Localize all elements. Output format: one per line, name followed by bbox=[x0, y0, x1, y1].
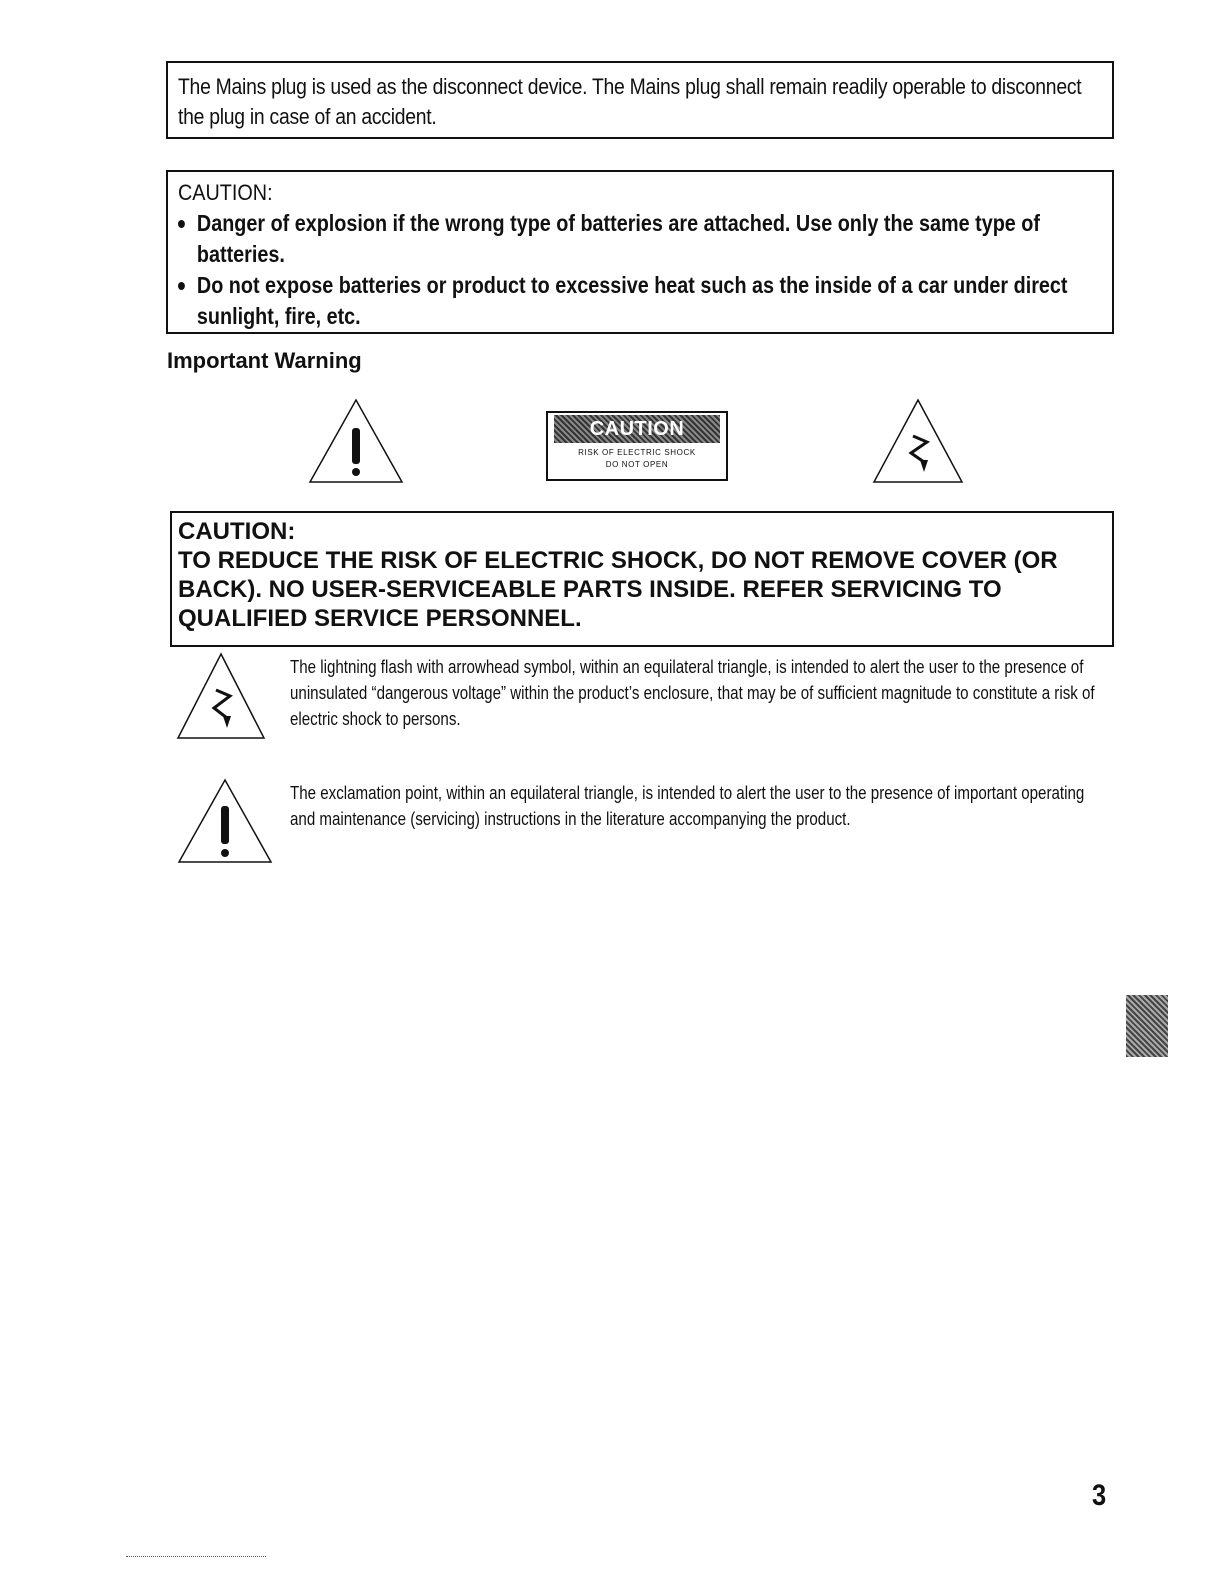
important-warning-heading: Important Warning bbox=[167, 348, 362, 373]
mains-notice-text: The Mains plug is used as the disconnect device. The Mains plug shall remain readily operable to disconnect the plug in case of an accident. bbox=[178, 74, 1082, 129]
lightning-triangle-icon bbox=[872, 398, 964, 484]
exclamation-symbol-note: The exclamation point, within an equilateral triangle, is intended to alert the user to the presence of important operating and maintenance (servicing) instructions in the literature accompanying the product. bbox=[290, 783, 1085, 829]
caution-label bbox=[546, 411, 728, 481]
section-tab-marker bbox=[1126, 995, 1168, 1057]
bullet-icon bbox=[178, 220, 185, 228]
page-number: 3 bbox=[1092, 1479, 1107, 1512]
bullet-icon bbox=[178, 282, 185, 290]
battery-caution-item: Danger of explosion if the wrong type of batteries are attached. Use only the same type of batteries. bbox=[178, 208, 1117, 270]
battery-caution-box bbox=[166, 170, 1114, 334]
lightning-triangle-icon bbox=[176, 652, 266, 740]
battery-caution-item: Do not expose batteries or product to excessive heat such as the inside of a car under direct sunlight, fire, etc. bbox=[178, 270, 1117, 332]
battery-caution-title: CAUTION: bbox=[178, 180, 273, 205]
shock-caution-body: TO REDUCE THE RISK OF ELECTRIC SHOCK, DO NOT REMOVE COVER (OR BACK). NO USER-SERVICEABLE PARTS INSIDE. REFER SERVICING TO QUALIFIED SERVICE PERSONNEL. bbox=[178, 547, 1058, 632]
battery-caution-list bbox=[178, 208, 1102, 332]
exclamation-triangle-icon bbox=[308, 398, 404, 484]
caution-label-band: CAUTION bbox=[554, 415, 720, 443]
caution-label-line2: DO NOT OPEN bbox=[605, 460, 669, 469]
exclamation-triangle-icon bbox=[177, 778, 273, 864]
footer-rule bbox=[126, 1556, 266, 1557]
shock-caution-title: CAUTION: bbox=[178, 518, 296, 545]
lightning-symbol-note: The lightning flash with arrowhead symbol, within an equilateral triangle, is intended to alert the user to the presence of uninsulated “dangerous voltage” within the product’s enclosure, that may be of sufficient magnitude to constitute a risk of electric shock to persons. bbox=[290, 657, 1095, 729]
caution-label-line1: RISK OF ELECTRIC SHOCK bbox=[578, 448, 696, 457]
shock-caution-box bbox=[170, 511, 1114, 647]
mains-notice-box bbox=[166, 61, 1114, 139]
